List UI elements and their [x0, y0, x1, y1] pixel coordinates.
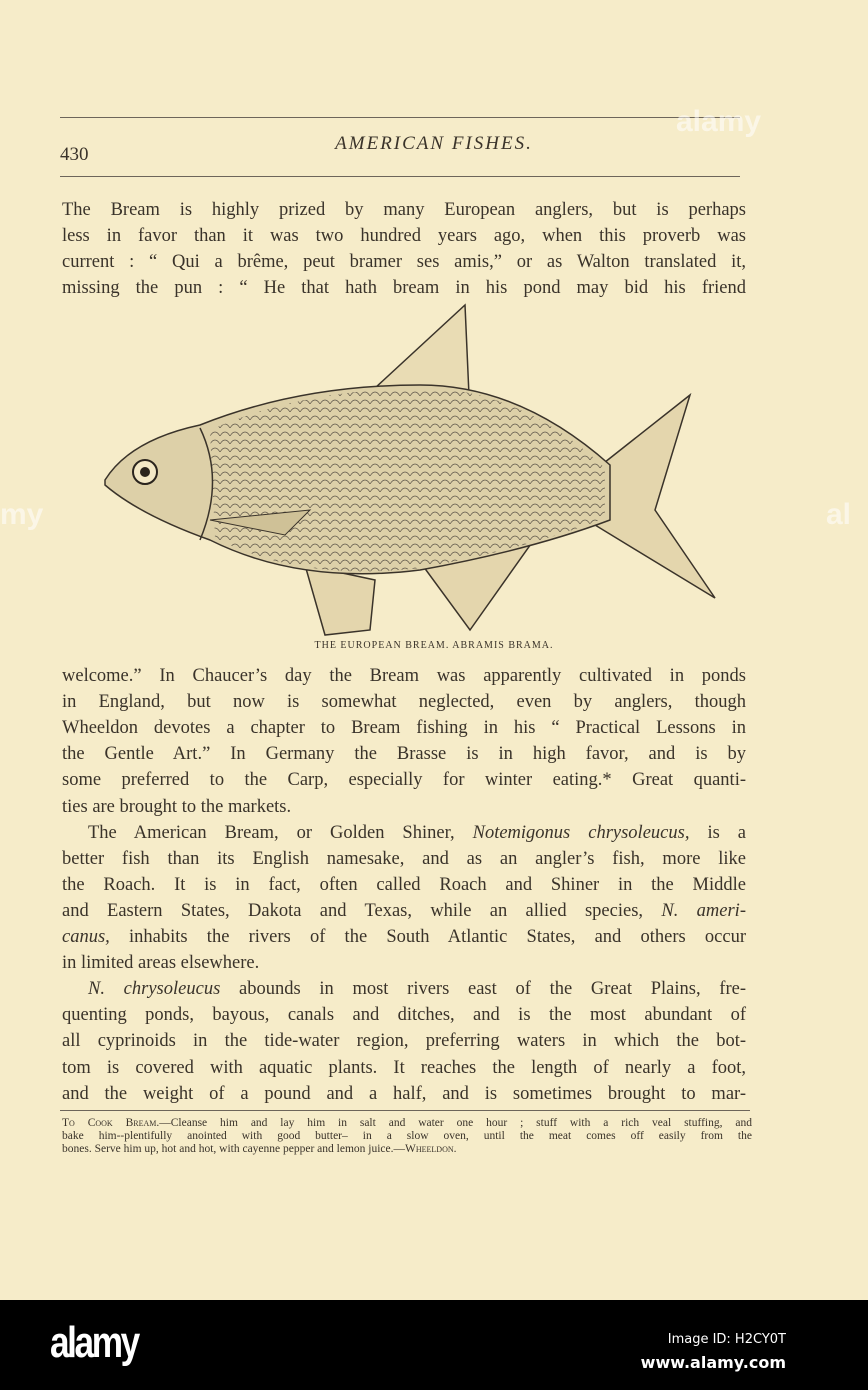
text-segment: quenting ponds, bayous, canals and ditches, and is the most abundant of: [62, 1005, 746, 1026]
text-segment: abounds in most rivers east of the Great Plains, fre-: [220, 979, 746, 1000]
running-head: AMERICAN FISHES.: [335, 133, 533, 154]
text-line: [62, 1030, 746, 1052]
text-segment: current : “ Qui a brême, peut bramer ses amis,” or as Walton translated it,: [62, 252, 746, 272]
text-segment: tom is covered with aquatic plants. It reaches the length of nearly a foot,: [62, 1057, 746, 1078]
alamy-logo: alamy: [50, 1318, 138, 1367]
footnote-rule: [60, 1110, 750, 1111]
text-line: [62, 199, 746, 221]
text-line: [62, 848, 746, 870]
watermark: alamy: [676, 105, 762, 138]
text-segment: some preferred to the Carp, especially for winter eating.* Great quanti-: [62, 770, 746, 791]
text-segment: —Cleanse him and lay him in salt and water one hour ; stuff with a rich veal stuffing, and: [159, 1117, 752, 1129]
text-segment: inhabits the rivers of the South Atlantic States, and others occur: [109, 927, 746, 947]
italic-text: canus,: [62, 927, 110, 947]
text-line: [62, 900, 746, 922]
text-line: [62, 796, 746, 818]
text-segment: missing the pun : “ He that hath bream in his pond may bid his friend: [62, 278, 746, 298]
text-segment: welcome.” In Chaucer’s day the Bream was apparently cultivated in ponds: [62, 666, 746, 686]
text-segment: and Eastern States, Dakota and Texas, while an allied species,: [62, 900, 662, 921]
figure-caption: THE EUROPEAN BREAM. ABRAMIS BRAMA.: [314, 640, 554, 651]
italic-text: N. chrysoleucus: [88, 979, 221, 1000]
image-id: Image ID: H2CY0T: [667, 1332, 786, 1347]
text-segment: the Roach. It is in fact, often called Roach and Shiner in the Middle: [62, 874, 746, 895]
text-line: [62, 978, 746, 1000]
watermark: al: [826, 498, 852, 531]
text-segment: bake him--plentifully anointed with good butter– in a slow oven, until the meat comes off easily from the: [62, 1130, 752, 1142]
footnote-line: [62, 1117, 752, 1130]
text-segment: the Gentle Art.” In Germany the Brasse is in high favor, and is by: [62, 744, 746, 765]
text-line: [62, 743, 746, 765]
text-segment: bones. Serve him up, hot and hot, with cayenne pepper and lemon juice.—: [62, 1143, 405, 1155]
text-line: [62, 717, 746, 739]
page-number: 430: [60, 144, 89, 165]
text-line: [62, 769, 746, 791]
text-segment: The American Bream, or Golden Shiner,: [88, 822, 473, 843]
text-line: [62, 874, 746, 896]
text-segment: and the weight of a pound and a half, and is sometimes brought to mar-: [62, 1083, 746, 1104]
text-segment: in England, but now is somewhat neglected, even by anglers, though: [62, 692, 746, 713]
text-segment: is a: [689, 822, 746, 843]
text-segment: The Bream is highly prized by many European anglers, but is perhaps: [62, 200, 746, 220]
header-rule-top: [60, 117, 740, 118]
stock-footer: [0, 1300, 868, 1390]
text-segment: all cyprinoids in the tide-water region, preferring waters in which the bot-: [62, 1031, 746, 1052]
fish-illustration: [100, 300, 720, 640]
text-segment: ties are brought to the markets.: [62, 796, 292, 817]
text-line: [62, 691, 746, 713]
text-line: [62, 1004, 746, 1026]
text-segment: Wheeldon.: [405, 1143, 457, 1155]
tail-fin: [595, 395, 715, 598]
pelvic-fin: [305, 565, 375, 635]
text-segment: Wheeldon devotes a chapter to Bream fishing in his “ Practical Lessons in: [62, 718, 746, 739]
text-line: [62, 225, 746, 247]
text-segment: less in favor than it was two hundred years ago, when this proverb was: [62, 226, 746, 246]
text-line: [62, 952, 746, 974]
header-rule-bottom: [60, 176, 740, 177]
website-link[interactable]: www.alamy.com: [640, 1353, 786, 1372]
footnote-line: [62, 1143, 752, 1156]
text-line: [62, 822, 746, 844]
text-segment: in limited areas elsewhere.: [62, 953, 260, 974]
text-line: [62, 1057, 746, 1079]
watermark: my: [0, 498, 44, 531]
text-line: [62, 277, 746, 299]
italic-text: N. ameri-: [661, 900, 746, 921]
footnote-line: [62, 1130, 752, 1143]
text-line: [62, 926, 746, 948]
text-line: [62, 1083, 746, 1105]
text-line: [62, 665, 746, 687]
text-line: [62, 251, 746, 273]
text-segment: To Cook Bream.: [62, 1117, 160, 1129]
italic-text: Notemigonus chrysoleucus,: [472, 822, 690, 843]
text-segment: better fish than its English namesake, and as an angler’s fish, more like: [62, 848, 746, 869]
